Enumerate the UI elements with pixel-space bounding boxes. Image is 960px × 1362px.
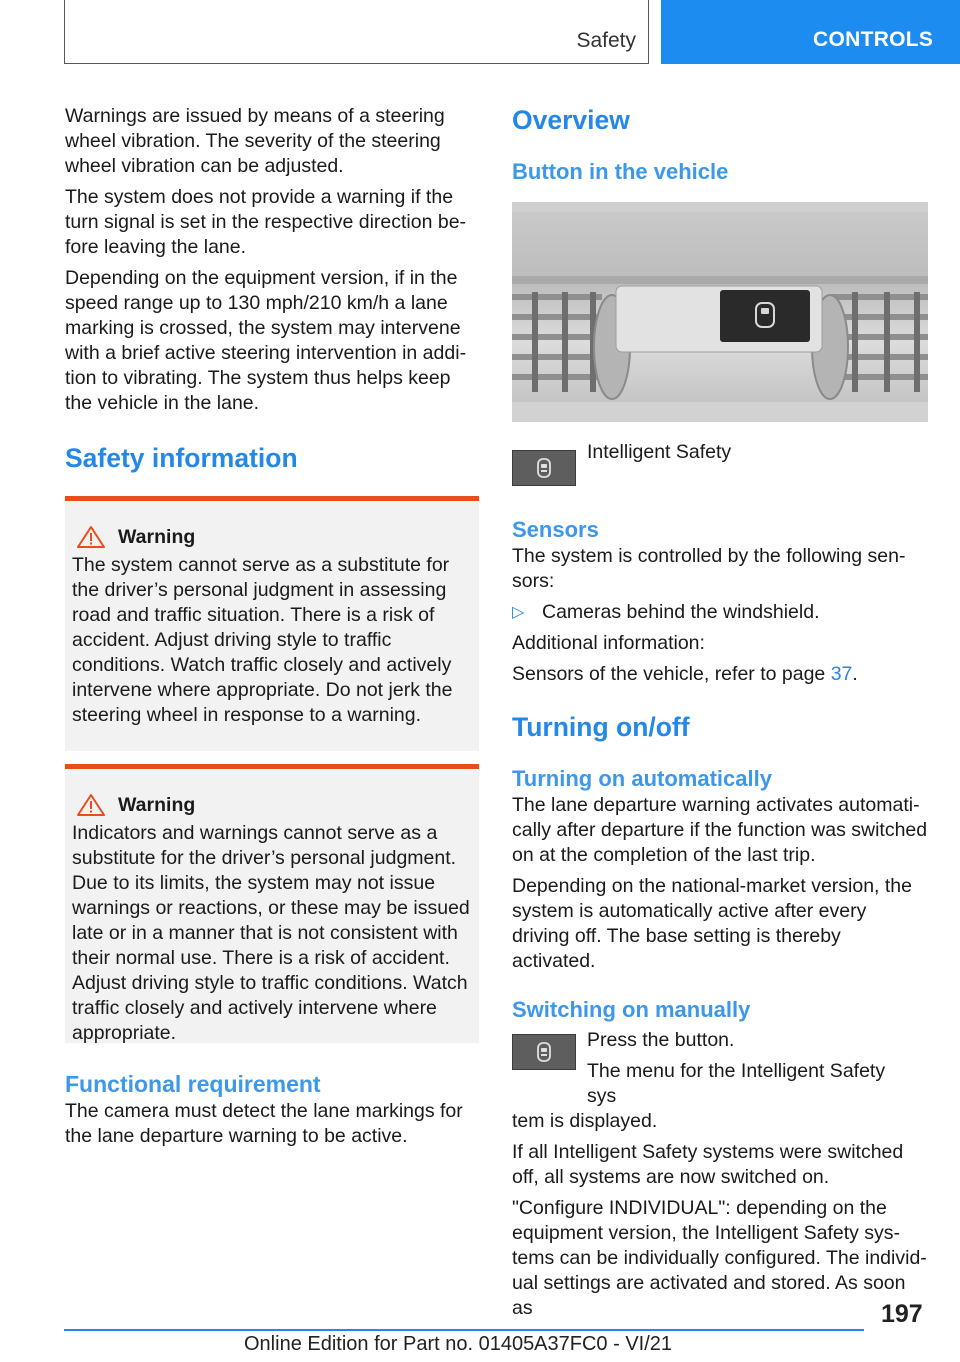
paragraph: The menu for the Intelligent Safety sys [587, 1060, 886, 1107]
paragraph: Depending on the national-market version, the system is automatically active after every driving off. The base setting is thereby activated. [512, 875, 912, 972]
overview-heading: Overview [512, 105, 630, 135]
safety-info-heading: Safety information [65, 443, 298, 473]
paragraph: The system is controlled by the following sensors: [512, 545, 906, 592]
warning-text: Indicators and warnings cannot serve as a substitute for the driver’s personal judgment. Due to its limits, the system may not issue warnings or reactions, or these may be issued late or in a manner that is not consistent with their normal use. There is a risk of accident. Adjust driving style to traffic conditions. Watch traffic closely and actively intervene where appropriate. [72, 822, 470, 1044]
intelligent-safety-icon [537, 1042, 551, 1062]
warning-title: Warning [118, 793, 196, 816]
warning-triangle-icon [76, 793, 106, 817]
button-in-vehicle-heading: Button in the vehicle [512, 159, 729, 184]
bullet-triangle-icon: ▷ [512, 604, 525, 621]
sensors-heading: Sensors [512, 517, 599, 542]
intelligent-safety-label: Intelligent Safety [587, 441, 732, 463]
warning-triangle-icon [76, 525, 106, 549]
intelligent-safety-button-thumb [512, 1034, 576, 1070]
vehicle-button-photo [512, 202, 928, 422]
functional-requirement-heading: Functional requirement [65, 1071, 321, 1097]
paragraph: Depending on the equipment version, if in the speed range up to 130 mph/210 km/h a lane marking is crossed, the system may intervene with a brief active steering intervention in addition to vibrating. The system thus helps keep the vehicle in the lane. [65, 267, 467, 414]
page-reference-link[interactable]: 37 [830, 663, 853, 685]
paragraph: tem is displayed. [512, 1110, 658, 1132]
intelligent-safety-button-thumb [512, 450, 576, 486]
header-chapter-tab[interactable]: CONTROLS [661, 0, 960, 64]
warning-box [65, 496, 479, 751]
dashboard-illustration [512, 202, 928, 422]
warning-text: The system cannot serve as a substitute for the driver’s personal judgment in assessing road and traffic situation. There is a risk of accident. Adjust driving style to traffic conditions. Watch traffic closely and actively intervene where appropriate. Do not jerk the steering wheel in response to a warning. [72, 554, 453, 726]
header-box [64, 0, 649, 64]
paragraph: The camera must detect the lane markings for the lane departure warning to be active. [65, 1100, 463, 1147]
paragraph: If all Intelligent Safety systems were switched off, all systems are now switched on. [512, 1141, 904, 1188]
switching-on-manually-heading: Switching on manually [512, 997, 751, 1022]
list-item-text: Cameras behind the windshield. [542, 601, 820, 623]
paragraph: Warnings are issued by means of a steering wheel vibration. The severity of the steering wheel vibration can be adjusted. [65, 105, 445, 177]
sensors-ref-text: Sensors of the vehicle, refer to page [512, 663, 831, 685]
turning-on-off-heading: Turning on/off [512, 712, 690, 742]
left-column [65, 104, 479, 1155]
page-number: 197 [881, 1300, 923, 1328]
paragraph: Additional information: [512, 632, 705, 654]
paragraph: Press the button. [587, 1029, 735, 1051]
intelligent-safety-icon [537, 458, 551, 478]
turning-on-automatically-heading: Turning on automatically [512, 766, 772, 791]
paragraph: "Configure INDIVIDUAL": depending on the equipment version, the Intelligent Safety systems can be individually configured. The individual settings are activated and stored. As soon as [512, 1197, 927, 1319]
footer-edition: Online Edition for Part no. 01405A37FC0 - VI/21 [244, 1333, 673, 1355]
right-column [512, 104, 928, 1327]
warning-title: Warning [118, 525, 196, 548]
paragraph: Sensors of the vehicle, refer to page 37. [512, 663, 858, 685]
paragraph: The lane departure warning activates automatically after departure if the function was switched on at the completion of the last trip. [512, 794, 928, 866]
header-section-title: Safety [576, 29, 636, 52]
list-item [512, 600, 928, 631]
warning-box [65, 764, 479, 1043]
footer-divider [64, 1329, 864, 1331]
paragraph: The system does not provide a warning if the turn signal is set in the respective direction before leaving the lane. [65, 186, 467, 258]
